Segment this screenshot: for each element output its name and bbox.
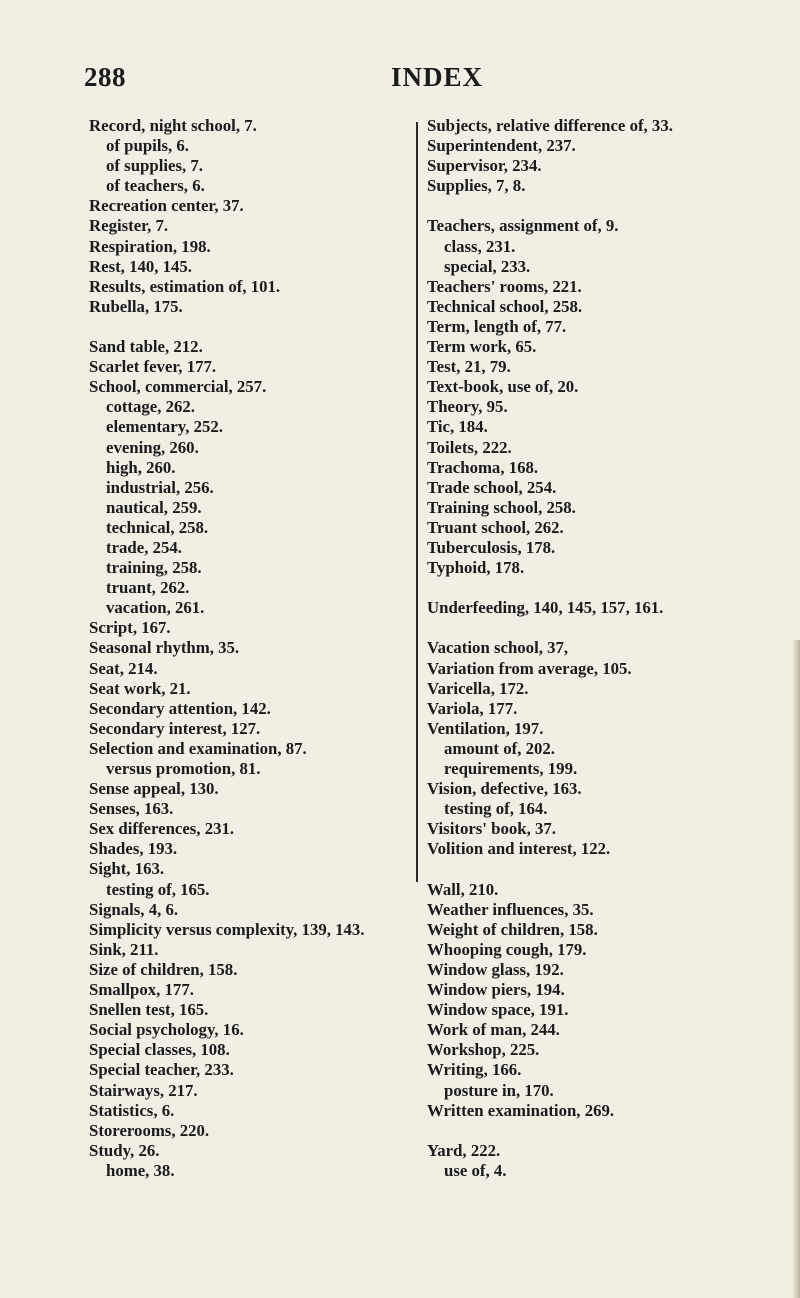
index-subentry: amount of, 202.	[444, 738, 555, 758]
index-subentry: trade, 254.	[106, 537, 182, 557]
index-subentry: technical, 258.	[106, 517, 209, 537]
index-entry: Secondary interest, 127.	[89, 718, 261, 738]
index-entry: Rest, 140, 145.	[89, 256, 193, 276]
index-entry: Wall, 210.	[427, 879, 499, 899]
index-entry: Theory, 95.	[427, 397, 508, 417]
index-entry: Study, 26.	[89, 1140, 160, 1160]
index-subentry: testing of, 164.	[444, 799, 548, 819]
index-entry: Whooping cough, 179.	[427, 939, 587, 959]
index-entry: Variation from average, 105.	[427, 658, 632, 678]
index-entry: Seat work, 21.	[89, 678, 191, 698]
index-entry: Workshop, 225.	[427, 1040, 540, 1060]
index-subentry: use of, 4.	[444, 1160, 507, 1180]
index-entry: Ventilation, 197.	[427, 718, 544, 738]
index-subentry: home, 38.	[106, 1160, 175, 1180]
index-subentry: vacation, 261.	[106, 598, 205, 618]
page-title: INDEX	[391, 62, 484, 92]
index-subentry: industrial, 256.	[106, 477, 214, 497]
index-entry: Training school, 258.	[427, 497, 576, 517]
index-subentry: elementary, 252.	[106, 417, 223, 437]
index-entry: Window glass, 192.	[427, 959, 564, 979]
index-subentry: training, 258.	[106, 558, 202, 578]
index-entry: Size of children, 158.	[89, 959, 238, 979]
index-entry: Trachoma, 168.	[427, 457, 539, 477]
index-entry: Special classes, 108.	[89, 1040, 230, 1060]
index-entry: Varicella, 172.	[427, 678, 529, 698]
index-entry: Term work, 65.	[427, 337, 537, 357]
index-entry: Text-book, use of, 20.	[427, 377, 579, 397]
index-entry: Window piers, 194.	[427, 980, 565, 1000]
index-subentry: class, 231.	[444, 236, 516, 256]
index-entry: Seat, 214.	[89, 658, 158, 678]
index-entry: Register, 7.	[89, 216, 169, 236]
index-entry: Tic, 184.	[427, 417, 488, 437]
index-entry: Technical school, 258.	[427, 296, 583, 316]
index-entry: Truant school, 262.	[427, 517, 564, 537]
index-entry: Simplicity versus complexity, 139, 143.	[89, 919, 365, 939]
index-entry: Signals, 4, 6.	[89, 899, 179, 919]
index-subentry: special, 233.	[444, 256, 531, 276]
index-subentry: versus promotion, 81.	[106, 759, 261, 778]
index-entry: Rubella, 175.	[89, 296, 183, 316]
index-entry: Snellen test, 165.	[89, 1000, 209, 1020]
index-entry: Shades, 193.	[89, 839, 178, 859]
index-entry: Supplies, 7, 8.	[427, 176, 526, 196]
index-entry: Sense appeal, 130.	[89, 779, 219, 799]
index-subentry: evening, 260.	[106, 437, 199, 457]
index-entry: Sex differences, 231.	[89, 819, 235, 839]
index-entry: Teachers, assignment of, 9.	[427, 216, 619, 236]
index-entry: Respiration, 198.	[89, 236, 211, 256]
index-column-right	[427, 116, 767, 1181]
column-divider	[416, 122, 418, 882]
page-edge	[792, 640, 800, 1298]
index-entry: Statistics, 6.	[89, 1100, 175, 1120]
index-entry: Supervisor, 234.	[427, 156, 542, 176]
index-entry: Seasonal rhythm, 35.	[89, 638, 240, 658]
index-entry: Stairways, 217.	[89, 1080, 198, 1100]
index-entry: Scarlet fever, 177.	[89, 357, 217, 377]
index-entry: Social psychology, 16.	[89, 1020, 244, 1040]
index-entry: Smallpox, 177.	[89, 980, 194, 1000]
index-subentry: of supplies, 7.	[106, 156, 203, 176]
index-entry: Senses, 163.	[89, 799, 174, 819]
entry-gap	[427, 196, 767, 216]
index-entry: Script, 167.	[89, 618, 171, 638]
index-entry: Vacation school, 37,	[427, 638, 569, 658]
entry-gap	[427, 859, 767, 879]
index-entry: Superintendent, 237.	[427, 136, 576, 156]
index-entry: Sight, 163.	[89, 859, 165, 879]
index-subentry: cottage, 262.	[106, 397, 196, 417]
index-entry: Tuberculosis, 178.	[427, 537, 556, 557]
index-subentry: high, 260.	[106, 457, 176, 477]
index-entry: Trade school, 254.	[427, 477, 557, 497]
index-subentry: of teachers, 6.	[106, 176, 205, 196]
index-entry: Work of man, 244.	[427, 1020, 560, 1040]
index-entry: Recreation center, 37.	[89, 196, 244, 216]
index-entry: Selection and examination, 87.	[89, 738, 307, 758]
index-entry: Yard, 222.	[427, 1140, 501, 1160]
index-subentry: requirements, 199.	[444, 759, 578, 778]
index-subentry: posture in, 170.	[444, 1080, 554, 1100]
index-entry: Toilets, 222.	[427, 437, 512, 457]
index-entry: Variola, 177.	[427, 698, 518, 718]
index-subentry: of pupils, 6.	[106, 136, 190, 156]
page-number: 288	[84, 62, 126, 92]
index-entry: Writing, 166.	[427, 1060, 522, 1080]
index-entry: Results, estimation of, 101.	[89, 276, 281, 296]
index-entry: Window space, 191.	[427, 1000, 569, 1020]
index-entry: Vision, defective, 163.	[427, 779, 582, 799]
index-entry: Term, length of, 77.	[427, 316, 567, 336]
index-entry: Written examination, 269.	[427, 1100, 615, 1120]
index-entry: Sink, 211.	[89, 939, 159, 959]
index-entry: School, commercial, 257.	[89, 377, 267, 397]
entry-gap	[89, 317, 419, 337]
index-subentry: testing of, 165.	[106, 879, 210, 899]
index-entry: Secondary attention, 142.	[89, 698, 271, 718]
index-entry: Underfeeding, 140, 145, 157, 161.	[427, 598, 664, 618]
index-subentry: truant, 262.	[106, 578, 190, 598]
index-subentry: nautical, 259.	[106, 497, 202, 517]
index-entry: Weight of children, 158.	[427, 919, 598, 939]
index-entry: Record, night school, 7.	[89, 116, 257, 135]
index-entry: Special teacher, 233.	[89, 1060, 234, 1080]
index-entry: Weather influences, 35.	[427, 899, 594, 919]
index-entry: Teachers' rooms, 221.	[427, 276, 582, 296]
entry-gap	[427, 1121, 767, 1141]
index-entry: Volition and interest, 122.	[427, 839, 611, 859]
index-entry: Test, 21, 79.	[427, 357, 511, 377]
entry-gap	[427, 618, 767, 638]
entry-gap	[427, 578, 767, 598]
index-entry: Visitors' book, 37.	[427, 819, 556, 839]
index-column-left	[89, 116, 419, 1181]
index-entry: Typhoid, 178.	[427, 558, 525, 578]
index-entry: Sand table, 212.	[89, 337, 203, 357]
index-entry: Subjects, relative difference of, 33.	[427, 116, 673, 135]
index-entry: Storerooms, 220.	[89, 1120, 210, 1140]
